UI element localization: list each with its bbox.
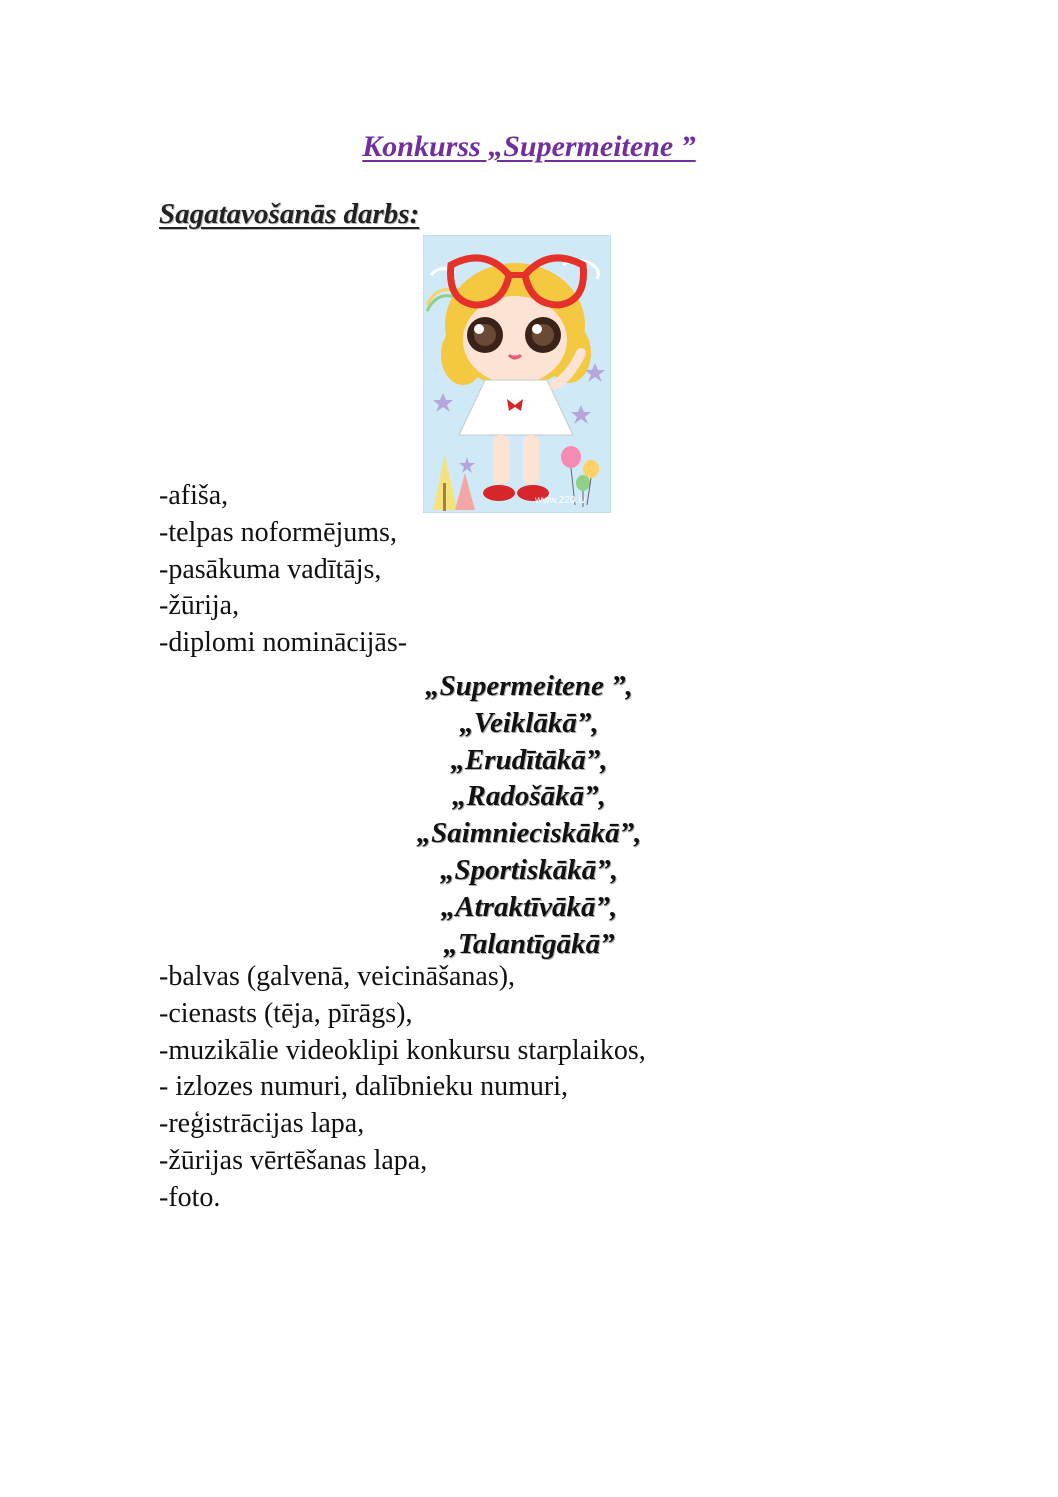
list-item: -žūrija, xyxy=(159,590,240,622)
nomination-item: „Talantīgākā” xyxy=(443,927,615,960)
list-item: -foto. xyxy=(159,1181,221,1213)
section-heading: Sagatavošanās darbs: xyxy=(159,198,420,230)
nomination-item: „Erudītākā”, xyxy=(450,743,608,776)
list-item: - izlozes numuri, dalībnieku numuri, xyxy=(159,1071,569,1103)
list-item: -afiša, xyxy=(159,480,229,511)
nomination-item: „Sportiskākā”, xyxy=(439,853,619,886)
list-item: -balvas (galvenā, veicināšanas), xyxy=(159,961,516,992)
list-item: -muzikālie videoklipi konkursu starplaikos, xyxy=(159,1034,646,1066)
nomination-item: „Supermeitene ”, xyxy=(425,670,633,702)
list-item: -cienasts (tēja, pīrāgs), xyxy=(159,997,413,1029)
doll-illustration xyxy=(423,235,611,513)
nomination-item: „Saimnieciskākā”, xyxy=(416,817,642,850)
nomination-item: „Radošākā”, xyxy=(452,780,606,813)
list-item: -žūrijas vērtēšanas lapa, xyxy=(159,1144,428,1176)
list-item: -diplomi nominācijās- xyxy=(159,627,408,659)
nomination-item: „Veiklākā”, xyxy=(459,706,599,739)
list-item: -pasākuma vadītājs, xyxy=(159,553,382,585)
list-item: -reģistrācijas lapa, xyxy=(159,1108,365,1140)
nomination-item: „Atraktīvākā”, xyxy=(440,890,618,923)
watermark-text: www.220.lv xyxy=(535,495,586,506)
preparation-list-after xyxy=(159,959,646,1217)
nominations-list xyxy=(0,668,1058,962)
list-item: -telpas noformējums, xyxy=(159,516,397,548)
page-title: Konkurss „Supermeitene ” xyxy=(362,130,696,163)
preparation-list-before xyxy=(159,478,407,662)
